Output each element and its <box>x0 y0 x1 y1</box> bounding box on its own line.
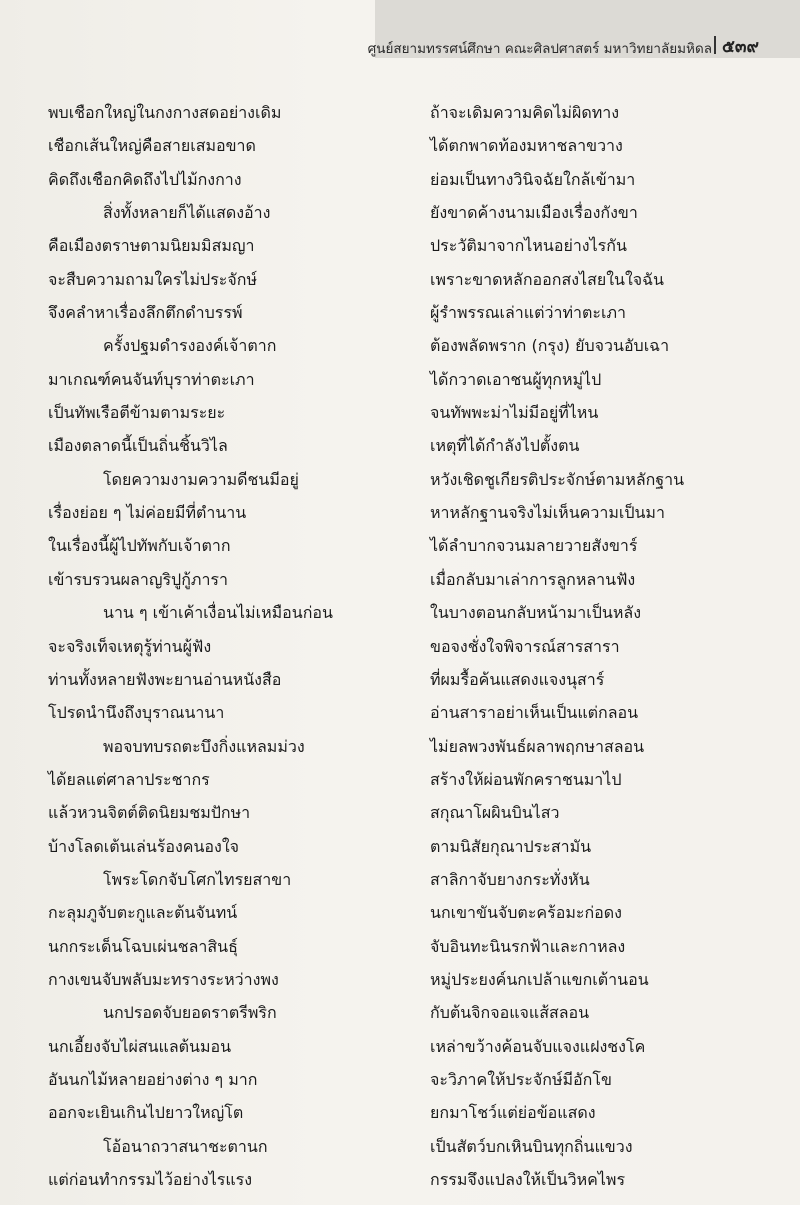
left-verse-line: จะสืบความถามใครไม่ประจักษ์ <box>48 269 257 289</box>
left-verse-line: กะลุมภูจับตะกูและต้นจันทน์ <box>48 903 238 923</box>
right-verse-line: ย่อมเป็นทางวินิจฉัยใกล้เข้ามา <box>430 169 636 189</box>
right-verse-line: สกุณาโผผินบินไสว <box>430 803 560 823</box>
right-verse-line: กรรมจึงแปลงให้เป็นวิหคไพร <box>430 1170 626 1189</box>
left-verse-line: โปรดนำนึงถึงบุราณนานา <box>48 703 225 723</box>
header-title: ศูนย์สยามทรรศน์ศึกษา คณะศิลปศาสตร์ มหาวิทยาลัยมหิดล <box>367 41 712 57</box>
right-verse-line: ที่ผมรื้อค้นแสดงแจงนุสาร์ <box>430 669 605 689</box>
left-verse-line: พอจบทบรถตะบึงกิ่งแหลมม่วง <box>103 736 305 756</box>
left-verse-line: จึงคลำหาเรื่องลึกตึกดำบรรพ์ <box>48 303 243 323</box>
right-verse-line: สาลิกาจับยางกระทั่งหัน <box>430 869 590 889</box>
right-verse-line: ไม่ยลพวงพันธ์ผลาพฤกษาสลอน <box>430 736 645 756</box>
left-verse-line: มาเกณฑ์คนจันท์บุราท่าตะเภา <box>48 369 255 389</box>
right-verse-line: หวังเชิดชูเกียรติประจักษ์ตามหลักฐาน <box>430 469 685 489</box>
left-verse-line: เป็นทัพเรือตีข้ามตามระยะ <box>48 403 226 423</box>
right-verse-line: จะวิภาคให้ประจักษ์มีอักโข <box>430 1069 612 1089</box>
right-verse-line: เป็นสัตว์บกเหินบินทุกถิ่นแขวง <box>430 1136 633 1156</box>
left-verse-line: บ้างโลดเต้นเล่นร้องคนองใจ <box>48 836 240 856</box>
right-verse-line: ประวัติมาจากไหนอย่างไรกัน <box>430 236 627 256</box>
right-verse-line: สร้างให้ผ่อนพักคราชนมาไป <box>430 769 622 789</box>
left-verse-line: ในเรื่องนี้ผู้ไปทัพกับเจ้าตาก <box>48 536 231 556</box>
left-verse-line: ท่านทั้งหลายฟังพะยานอ่านหนังสือ <box>48 669 282 689</box>
left-verse-line: นกกระเด็นโฉบเผ่นชลาสินธุ์ <box>48 936 238 956</box>
right-verse-line: เพราะขาดหลักออกสงไสยในใจฉัน <box>430 269 664 289</box>
left-verse-line: นกปรอดจับยอดราตรีพริก <box>103 1003 277 1023</box>
left-verse-line: เรื่องย่อย ๆ ไม่ค่อยมีที่ตำนาน <box>48 503 247 523</box>
right-verse-line: จนทัพพะม่าไม่มีอยู่ที่ไหน <box>430 403 599 423</box>
right-verse-line: ยกมาโชว์แต่ย่อข้อแสดง <box>430 1103 596 1123</box>
left-verse-line: กางเขนจับพลับมะทรางระหว่างพง <box>48 969 279 989</box>
left-verse-line: โดยความงามความดีชนมีอยู่ <box>103 469 299 489</box>
page-number: ๕๓๙ <box>722 37 759 57</box>
left-verse-line: เชือกเส้นใหญ่คือสายเสมอขาด <box>48 136 256 156</box>
right-column <box>430 98 770 1198</box>
left-verse-line: พบเชือกใหญ่ในกงกางสดอย่างเดิม <box>48 103 282 122</box>
left-verse-line: นกเอี้ยงจับไผ่สนแลต้นมอน <box>48 1036 232 1056</box>
left-verse-line: คือเมืองตราษตามนิยมมิสมญา <box>48 236 255 256</box>
right-verse-line: เหล่าขว้างค้อนจับแจงแฝงชงโค <box>430 1036 646 1056</box>
left-verse-line: แล้วหวนจิตต์ติดนิยมชมปักษา <box>48 803 251 823</box>
left-verse-line: โพระโดกจับโศกไทรยสาขา <box>103 869 292 889</box>
left-verse-line: จะจริงเท็จเหตุรู้ท่านผู้ฟัง <box>48 636 212 656</box>
header-divider <box>714 36 716 54</box>
left-verse-line: โอ้อนาถวาสนาชะตานก <box>103 1136 268 1156</box>
right-verse-line: ได้ตกพาดท้องมหาชลาขวาง <box>430 136 623 156</box>
right-verse-line: ผู้รำพรรณเล่าแต่ว่าท่าตะเภา <box>430 303 626 323</box>
left-verse-line: ออกจะเยินเกินไปยาวใหญ่โต <box>48 1103 244 1123</box>
left-verse-line: แต่ก่อนทำกรรมไว้อย่างไรแรง <box>48 1170 253 1189</box>
right-verse-line: ได้กวาดเอาชนผู้ทุกหมู่ไป <box>430 369 602 389</box>
right-verse-line: หาหลักฐานจริงไม่เห็นความเป็นมา <box>430 503 665 523</box>
left-verse-line: สิ่งทั้งหลายก็ได้แสดงอ้าง <box>103 203 271 223</box>
right-verse-line: ในบางตอนกลับหน้ามาเป็นหลัง <box>430 603 642 623</box>
right-verse-line: ขอจงชั่งใจพิจารณ์สารสารา <box>430 636 620 656</box>
right-verse-line: กับต้นจิกจอแจแส้สลอน <box>430 1003 590 1023</box>
right-verse-line: ต้องพลัดพราก (กรุง) ยับจวนอับเฉา <box>430 336 670 356</box>
right-verse-line: หมู่ประยงค์นกเปล้าแขกเต้านอน <box>430 969 649 989</box>
right-verse-line: จับอินทะนินรกฟ้าและกาหลง <box>430 936 626 956</box>
left-verse-line: ครั้งปฐมดำรงองค์เจ้าตาก <box>103 336 277 356</box>
right-verse-line: เมื่อกลับมาเล่าการลูกหลานฟัง <box>430 569 636 589</box>
right-verse-line: เหตุที่ได้กำลังไปตั้งตน <box>430 436 580 456</box>
left-verse-line: ได้ยลแต่ศาลาประชากร <box>48 769 210 789</box>
left-verse-line: เข้ารบรวนผลาญริปูกู้ภารา <box>48 569 228 589</box>
right-verse-line: ได้ลำบากจวนมลายวายสังขาร์ <box>430 536 638 556</box>
right-verse-line: ตามนิสัยกุณาประสามัน <box>430 836 592 856</box>
left-verse-line: คิดถึงเชือกคิดถึงไปไม้กงกาง <box>48 169 242 189</box>
right-verse-line: ถ้าจะเดิมความคิดไม่ผิดทาง <box>430 103 620 122</box>
left-column <box>48 98 378 1198</box>
left-verse-line: อันนกไม้หลายอย่างต่าง ๆ มาก <box>48 1069 258 1089</box>
right-verse-line: นกเขาขันจับตะคร้อมะก่อดง <box>430 903 622 923</box>
right-verse-line: ยังขาดค้างนามเมืองเรื่องกังขา <box>430 203 638 223</box>
left-verse-line: นาน ๆ เข้าเค้าเงื่อนไม่เหมือนก่อน <box>103 603 333 623</box>
right-verse-line: อ่านสาราอย่าเห็นเป็นแต่กลอน <box>430 703 639 723</box>
left-verse-line: เมืองตลาดนี้เป็นถิ่นชิ้นวิไล <box>48 436 228 456</box>
